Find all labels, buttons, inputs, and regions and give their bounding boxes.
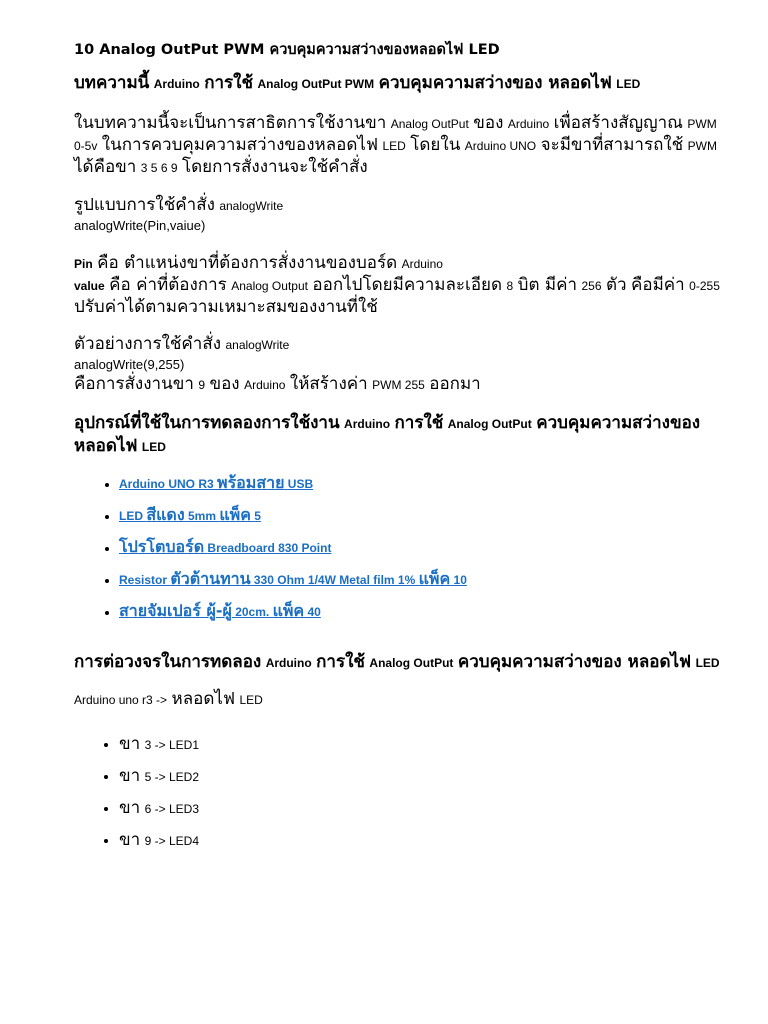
list-item [119,504,724,527]
list-item [119,600,724,623]
page-title: 10 Analog OutPut PWM ควบคุมความสว่างของหลอดไฟ LED [74,42,500,58]
wiring-list [74,733,724,852]
example-code: analogWrite(9,255) [74,357,185,372]
list-item: • ขา 3 -> LED1 [119,733,724,756]
equipment-link-led[interactable]: LED สีแดง 5mm แพ็ค 5 [119,505,261,524]
equipment-heading: อุปกรณ์ที่ใช้ในการทดลองการใช้งาน Arduino การใช้ Analog OutPut ควบคุมความสว่างของ หลอดไฟ LED [74,413,701,456]
wiring-heading: การต่อวงจรในการทดลอง Arduino การใช้ Analog OutPut ควบคุมความสว่างของ หลอดไฟ LED [74,652,720,672]
equipment-link-arduino[interactable]: Arduino UNO R3 พร้อมสาย USB [119,473,314,492]
list-item [119,472,724,495]
equipment-list [74,472,724,623]
intro-paragraph: ในบทความนี้จะเป็นการสาธิตการใช้งานขา Analog OutPut ของ Arduino เพื่อสร้างสัญญาณ PWM 0-5v ในการควบคุมความสว่างของหลอดไฟ LED โดยใน Arduino UNO จะมีขาที่สามารถใช้ PWM ได้คือขา 3 5 6 9 โดยการสั่งงานจะใช้คำสั่ง [74,113,717,177]
document-page [74,40,724,861]
list-item: • ขา 9 -> LED4 [119,829,724,852]
example-description: คือการสั่งงานขา 9 ของ Arduino ให้สร้างค่า PWM 255 ออกมา [74,374,481,394]
format-heading: รูปแบบการใช้คำสั่ง analogWrite [74,195,284,215]
equipment-link-resistor[interactable]: Resistor ตัวต้านทาน 330 Ohm 1/4W Metal film 1% แพ็ค 10 [119,569,467,588]
param-pin: Pin คือ ตำแหน่งขาที่ต้องการสั่งงานของบอร์ด Arduino [74,253,443,273]
equipment-link-breadboard[interactable]: โปรโตบอร์ด Breadboard 830 Point [119,537,332,556]
wiring-line: Arduino uno r3 -> หลอดไฟ LED [74,689,263,709]
parameters-paragraph [74,253,724,318]
list-item [119,536,724,559]
list-item: • ขา 6 -> LED3 [119,797,724,820]
equipment-link-jumper[interactable]: สายจัมเปอร์ ผู้-ผู้ 20cm. แพ็ค 40 [119,601,321,620]
format-code: analogWrite(Pin,vaiue) [74,218,206,233]
list-item [119,568,724,591]
example-heading: ตัวอย่างการใช้คำสั่ง analogWrite [74,334,290,354]
param-value: value คือ ค่าที่ต้องการ Analog Output ออกไปโดยมีความละเอียด 8 บิต มีค่า 256 ตัว คือมีค่า 0-255 ปรับค่าได้ตามความเหมาะสมของงานที่ใช้ [74,275,720,317]
list-item: • ขา 5 -> LED2 [119,765,724,788]
article-heading: บทความนี้ Arduino การใช้ Analog OutPut PWM ควบคุมความสว่างของ หลอดไฟ LED [74,73,641,93]
